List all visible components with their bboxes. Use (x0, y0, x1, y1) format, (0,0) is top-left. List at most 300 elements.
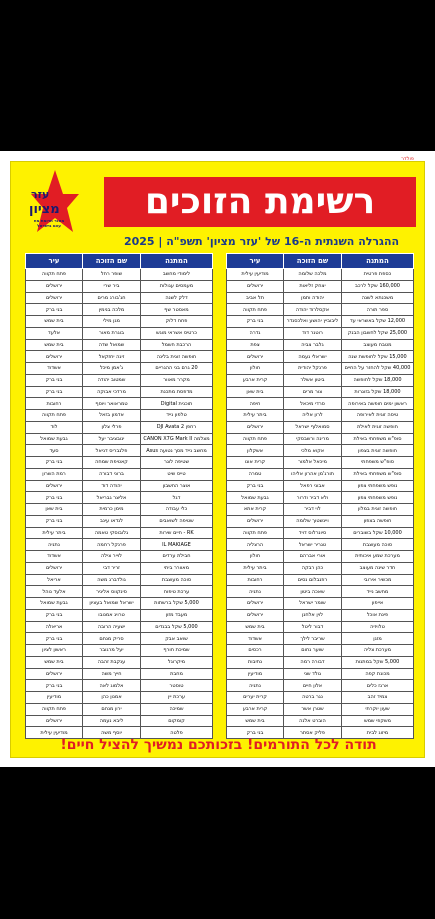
prize-cell: 25,000 שקל לחשבון הבנק (342, 327, 414, 339)
table-row (227, 656, 414, 668)
city-cell: בית שאן (227, 386, 284, 398)
city-cell: פתח תקווה (26, 703, 83, 715)
winner-cell: חג'בורג מרים (83, 292, 141, 304)
prize-cell: תוכנית Digital (141, 398, 213, 410)
winners-table-right (226, 253, 414, 739)
prize-cell: מדפסת מתכנת (141, 386, 213, 398)
column-header-prize: המתנה (342, 254, 414, 269)
prize-cell: ערכת טיפוח (141, 586, 213, 598)
table-row (26, 527, 213, 539)
city-cell: אשקלון (227, 445, 284, 457)
city-cell: בני ברק (26, 304, 83, 316)
prize-cell: לימודי מחשב (141, 269, 213, 281)
winner-cell: יעל מרגובר (83, 645, 141, 657)
city-cell: רמת השרון (26, 468, 83, 480)
column-header-winner: שם הזוכה (284, 254, 342, 269)
prize-cell: טוסטר (141, 680, 213, 692)
winner-cell: פלנבריס דניאל (83, 445, 141, 457)
table-row (227, 715, 414, 727)
table-header-row (227, 254, 414, 269)
winner-cell: לרון אליה (284, 410, 342, 422)
winner-cell: ענקבת זהבה (83, 656, 141, 668)
winner-cell: ברוני דבורה (83, 468, 141, 480)
city-cell: נתניה (227, 680, 284, 692)
prize-cell: סופ"ש משפחתי באילת (342, 433, 414, 445)
table-row (227, 421, 414, 433)
winner-cell: רוזנבלום נסים (284, 574, 342, 586)
prize-cell: דלק לשנה (141, 292, 213, 304)
city-cell: מודיעין (227, 668, 284, 680)
table-row (26, 304, 213, 316)
table-row (227, 586, 414, 598)
prize-cell: מעמסים עגולות (141, 280, 213, 292)
table-row (26, 410, 213, 422)
table-row (227, 668, 414, 680)
city-cell: בני ברק (26, 680, 83, 692)
city-cell: נתיבות (227, 656, 284, 668)
table-row (26, 668, 213, 680)
table-row (26, 316, 213, 328)
table-row (227, 316, 414, 328)
prize-cell: דגל (141, 492, 213, 504)
table-row (227, 433, 414, 445)
city-cell: גבעת שמואל (26, 598, 83, 610)
city-cell: אריאלה (26, 621, 83, 633)
winner-cell: שומר ישראל (284, 598, 342, 610)
winner-cell: מרדכי אבוקה (83, 386, 141, 398)
logo (15, 168, 79, 246)
prize-cell: חופשה זוגית לאילת (342, 421, 414, 433)
winner-cell: טגריר ישראל (284, 539, 342, 551)
prize-cell: הרכבת חשמל (141, 339, 213, 351)
prize-cell: מחשב נייד מסך נטועה Asus (141, 445, 213, 457)
city-cell: רכסים (227, 645, 284, 657)
logo-line1: עזר (31, 188, 50, 201)
table-row (26, 374, 213, 386)
winner-cell: סרדי מיכאל (284, 398, 342, 410)
winner-cell: יהודה ותמן (284, 292, 342, 304)
prize-cell: מכונת קפה (342, 668, 414, 680)
table-row (227, 280, 414, 292)
table-row (26, 680, 213, 692)
prize-cell: שמיכה (141, 703, 213, 715)
city-cell: ירושלים (227, 598, 284, 610)
winner-cell: שופר רחל (83, 269, 141, 281)
prize-cell: חופשה בצפון (342, 515, 414, 527)
prize-cell: 5,000 שקל ברשתות (141, 598, 213, 610)
city-cell: ירושלים (227, 609, 284, 621)
city-cell: גבעת שמואל (26, 433, 83, 445)
prize-cell: טייס שיט (141, 468, 213, 480)
table-row (26, 621, 213, 633)
winner-cell: נגר ברטה (284, 692, 342, 704)
winner-cell: שמואל שדה (83, 339, 141, 351)
winner-cell: מימן כרמית (83, 504, 141, 516)
prize-cell: ספר תורה (342, 304, 414, 316)
table-row (227, 562, 414, 574)
city-cell: מודיעין עילית (26, 727, 83, 739)
city-cell: קרית אונו (227, 457, 284, 469)
table-row (26, 351, 213, 363)
city-cell: אלעד (26, 327, 83, 339)
city-cell: בית שאן (26, 504, 83, 516)
city-cell: ירושלים (227, 515, 284, 527)
table-row (227, 621, 414, 633)
winner-cell: טמראואר ויוסף (83, 398, 141, 410)
table-row (227, 374, 414, 386)
prize-cell: סוכה מעוצבת (342, 539, 414, 551)
city-cell: בני ברק (26, 633, 83, 645)
yellow-panel (10, 156, 425, 758)
winner-cell: דבור ליטל (284, 621, 342, 633)
prize-cell: צמיד זהב (342, 692, 414, 704)
table-row (227, 269, 414, 281)
footer-thanks: תודה לכל התורמים! בזכותכם נמשיך להציל חיים! (60, 737, 377, 753)
table-row (26, 515, 213, 527)
winner-cell: לוייר צילה (83, 551, 141, 563)
city-cell: קרית יערים (227, 692, 284, 704)
prize-cell: מחשב נייד (342, 586, 414, 598)
winner-cell: ג'אמן מיכל (83, 363, 141, 375)
winner-cell: צור מרים (284, 386, 342, 398)
city-cell: בני ברק (26, 457, 83, 469)
city-cell: נתניה (227, 586, 284, 598)
city-cell: ירושלים (26, 715, 83, 727)
city-cell: בני ברק (26, 609, 83, 621)
prize-cell: חבילת ערדים (141, 551, 213, 563)
table-row (26, 492, 213, 504)
city-cell: בית שמש (227, 621, 284, 633)
logo-line3: מאגר תרומת מח עצם בישראל (33, 218, 65, 228)
city-cell: בית שמש (26, 339, 83, 351)
prize-cell: סופ"ש משפחתי באילת (342, 468, 414, 480)
city-cell: בני ברק (227, 727, 284, 739)
prize-cell: נופש משפחתי צפון (342, 492, 414, 504)
city-cell: קרית ארבע (227, 374, 284, 386)
prize-cell: שטיפה לוגר (141, 457, 213, 469)
page-title: רשימת הזוכים (104, 177, 416, 227)
city-cell: ביתר עילית (26, 527, 83, 539)
winner-cell: דבורה רמה (284, 656, 342, 668)
table-row (227, 339, 414, 351)
winner-cell: חייך משה (83, 668, 141, 680)
table-row (26, 633, 213, 645)
prize-cell: מיזוג לבית (342, 727, 414, 739)
table-row (26, 609, 213, 621)
table-row (227, 609, 414, 621)
table-row (227, 386, 414, 398)
winner-cell: לוי דביר (284, 504, 342, 516)
prize-cell: חופשה זוגית בלינה (141, 351, 213, 363)
winner-cell: גלבר צביה (284, 339, 342, 351)
city-cell: ירושלים (227, 421, 284, 433)
city-cell: אשדוד (227, 633, 284, 645)
prize-cell: אוצר החשבון (141, 480, 213, 492)
table-row (227, 327, 414, 339)
prize-cell: חופשה זוגית בצפון (342, 445, 414, 457)
winner-cell: אלמוג לאה (83, 680, 141, 692)
winner-cell: אבוני רפאל (284, 480, 342, 492)
table-row (26, 468, 213, 480)
prize-cell: טיסה זוגית לאירופה (342, 410, 414, 422)
winner-cell: סינקווס אליגיר (83, 586, 141, 598)
page-subtitle: ההגרלה השנתית ה-16 של 'עזר מציון' תשפ"ה | 2025 (123, 235, 400, 248)
winner-cell: זיגה יחזקאל (83, 351, 141, 363)
table-row (26, 562, 213, 574)
winner-cell: ביטון אשלר (284, 374, 342, 386)
winner-cell: ישראל שמואל בעציון (83, 598, 141, 610)
winner-cell: מגן מילי (83, 316, 141, 328)
winner-cell: פליק אסתר (284, 727, 342, 739)
winner-cell: שריבר לילך (284, 633, 342, 645)
prize-cell: 12,000 שקל באשראי עד (342, 316, 414, 328)
winner-cell: רוטנר דוד (284, 327, 342, 339)
prize-cell: קומקום (141, 715, 213, 727)
city-cell: חיפה (227, 398, 284, 410)
city-cell: בית שמש (26, 316, 83, 328)
winner-cell: אלון חיים (284, 680, 342, 692)
column-header-city: עיר (227, 254, 284, 269)
city-cell: בני ברק (227, 480, 284, 492)
city-cell: חולון (227, 363, 284, 375)
table-row (26, 363, 213, 375)
winner-cell: תורג'מן אהרון אליהו (284, 468, 342, 480)
city-cell: פתח תקווה (227, 527, 284, 539)
prize-cell: משכנתא לשנה (342, 292, 414, 304)
table-row (227, 692, 414, 704)
table-row (26, 598, 213, 610)
city-cell: מודיעין עילית (227, 269, 284, 281)
city-cell: בית שמש (227, 715, 284, 727)
city-cell: ירושלים (26, 280, 83, 292)
winner-cell: גולדברג משה (83, 574, 141, 586)
city-cell: אשדוד (26, 363, 83, 375)
prize-cell: טלפון נייד (141, 410, 213, 422)
table-row (227, 551, 414, 563)
prize-cell: IL MAKIAGE (141, 539, 213, 551)
prize-cell: שעון יוקרתי (342, 703, 414, 715)
winner-cell: הוברט אלנה (284, 715, 342, 727)
winner-cell: אקוא מלכי (284, 445, 342, 457)
winner-cell: כהן רבקה (284, 562, 342, 574)
winner-cell: אקסלרוד יהודה (284, 304, 342, 316)
prize-cell: טלויזיה (342, 621, 414, 633)
winner-cell: פרנקל רחמה (83, 539, 141, 551)
city-cell: ראשון לציון (26, 645, 83, 657)
winner-cell: ירון מנחם (83, 703, 141, 715)
city-cell: ירושלים (26, 292, 83, 304)
prize-cell: משקפי שמש (342, 715, 414, 727)
city-cell: פתח תקווה (227, 304, 284, 316)
winner-cell: שמטוב יהודה (83, 374, 141, 386)
winner-cell: שאכה ביטון (284, 586, 342, 598)
prize-cell: מכשיר אירובי (342, 574, 414, 586)
winners-table-left (25, 253, 213, 739)
winner-cell: ויינשטוך שלומה (284, 515, 342, 527)
prize-cell: מיקרוגל (141, 656, 213, 668)
document-page (0, 151, 435, 767)
city-cell: בני ברק (227, 316, 284, 328)
table-row (227, 515, 414, 527)
table-row (26, 292, 213, 304)
table-row (227, 504, 414, 516)
winner-cell: יצחק זליאות (284, 280, 342, 292)
city-cell: גדרה (227, 327, 284, 339)
table-row (227, 363, 414, 375)
prize-cell: אייפון (342, 598, 414, 610)
prize-cell: שמיכת חורף (141, 645, 213, 657)
city-cell: בני ברק (26, 515, 83, 527)
winner-cell: סיונרלוס דויד (284, 527, 342, 539)
prize-cell: RK - חיים שירות (141, 527, 213, 539)
table-row (26, 574, 213, 586)
winner-cell: לנדאו עינב (83, 515, 141, 527)
city-cell: מודיעין (26, 692, 83, 704)
prize-cell: שואב אבק (141, 633, 213, 645)
winner-cell: זריר דבי (83, 562, 141, 574)
prize-cell: פינת אוכל (342, 609, 414, 621)
prize-cell: פלטה (141, 727, 213, 739)
prize-cell: סופ"ש משפחתי (342, 457, 414, 469)
prize-cell: כרטיס אשראי מוגש (141, 327, 213, 339)
winner-cell: ליבא נעמה (83, 715, 141, 727)
column-header-city: עיר (26, 254, 83, 269)
winner-cell: פרלי צלון (83, 421, 141, 433)
winner-cell: קאטיפת שמחה (83, 457, 141, 469)
table-row (227, 680, 414, 692)
table-row (227, 398, 414, 410)
winner-cell: ולא דביר ודרור (284, 492, 342, 504)
table-row (227, 492, 414, 504)
city-cell: פתח תקווה (227, 433, 284, 445)
table-row (227, 292, 414, 304)
winner-cell: אליצר גבריאל (83, 492, 141, 504)
winner-cell: ליבוביץ יהושע ואלכסנדר (284, 316, 342, 328)
city-cell: קרית אתא (227, 504, 284, 516)
winner-cell: מרינה ורשבסקי (284, 433, 342, 445)
prize-cell: ראשון ימים חופשה באירופה (342, 398, 414, 410)
city-cell: לוד (26, 421, 83, 433)
table-row (26, 457, 213, 469)
winner-cell: יהודה דוד (83, 480, 141, 492)
winner-cell: ישראלי נעמה (284, 351, 342, 363)
prize-cell: שטיפה לשואבים (141, 515, 213, 527)
winner-cell: ישעיה הרובה (83, 621, 141, 633)
city-cell: ירושלים (227, 351, 284, 363)
city-cell: בית שמש (26, 656, 83, 668)
table-row (26, 280, 213, 292)
table-row (227, 703, 414, 715)
prize-cell: 18,000 שקל בזוגרות (342, 386, 414, 398)
prize-cell: מערכת שמע איכותית (342, 551, 414, 563)
city-cell: סעד (26, 445, 83, 457)
table-row (227, 645, 414, 657)
winner-cell: יוסף משה (83, 727, 141, 739)
page-number: פולדר (401, 156, 414, 162)
city-cell: אשדוד (26, 551, 83, 563)
city-cell: רחובות (26, 398, 83, 410)
city-cell: פתח תקווה (26, 410, 83, 422)
city-cell: ביתר עילית (227, 410, 284, 422)
table-row (227, 457, 414, 469)
table-row (26, 433, 213, 445)
prize-cell: 15,000 שקל לחופשת שנה (342, 351, 414, 363)
winner-cell: מלכה בנימין (83, 304, 141, 316)
table-row (227, 633, 414, 645)
city-cell: פתח תקווה (26, 269, 83, 281)
table-row (227, 574, 414, 586)
table-row (227, 410, 414, 422)
prize-cell: 10,000 שקל בשוברים (342, 527, 414, 539)
prize-cell: מצלמה CANON X7G Mark II (141, 433, 213, 445)
winner-cell: ביר שרי (83, 280, 141, 292)
city-cell: ירושלים (227, 280, 284, 292)
city-cell: אריאל (26, 574, 83, 586)
table-row (26, 692, 213, 704)
table-row (26, 421, 213, 433)
table-row (26, 586, 213, 598)
column-header-winner: שם הזוכה (83, 254, 141, 269)
winner-cell: גלובוסקי טאמה (83, 527, 141, 539)
table-row (26, 480, 213, 492)
table-row (26, 645, 213, 657)
prize-cell: מאסטר שף (141, 304, 213, 316)
winner-cell: ינובציבר יעל (83, 433, 141, 445)
city-cell: גבעת שמואל (227, 492, 284, 504)
prize-cell: רחפן DJI Avata 2 (141, 421, 213, 433)
city-cell: חולון (227, 551, 284, 563)
prize-cell: חדר שינה מעוצב (342, 562, 414, 574)
prize-cell: 18,000 שקל לחופשה (342, 374, 414, 386)
table-row (26, 398, 213, 410)
table-row (26, 715, 213, 727)
city-cell: תל אביב (227, 292, 284, 304)
city-cell: נתניה (26, 539, 83, 551)
logo-line2: מציון (29, 202, 60, 217)
city-cell: טמרה (227, 468, 284, 480)
winner-cell: סריק מנחם (83, 633, 141, 645)
prize-cell: מזגן (342, 633, 414, 645)
city-cell: ירושלים (26, 480, 83, 492)
prize-cell: מאוורר ביתי (141, 562, 213, 574)
city-cell: ביתר עילית (227, 562, 284, 574)
prize-cell: ערכת יין (141, 692, 213, 704)
prize-cell: מעבד מזון (141, 609, 213, 621)
table-row (227, 527, 414, 539)
table-row (26, 551, 213, 563)
table-row (227, 304, 414, 316)
table-row (26, 656, 213, 668)
table-row (227, 598, 414, 610)
city-cell: בני ברק (26, 386, 83, 398)
city-cell: ירושלים (26, 668, 83, 680)
city-cell: אלעד נוהל (26, 586, 83, 598)
prize-cell: ארגז כלים (342, 680, 414, 692)
winner-cell: אורי אברהם (284, 551, 342, 563)
prize-cell: 5,000 שקל בבגדים (141, 621, 213, 633)
table-row (26, 327, 213, 339)
winner-cell: סמואלוף ישראל (284, 421, 342, 433)
table-row (227, 539, 414, 551)
prize-cell: מערכת צליה (342, 645, 414, 657)
prize-cell: כלי עבודה (141, 504, 213, 516)
table-row (227, 468, 414, 480)
city-cell: בני ברק (26, 374, 83, 386)
winner-cell: טרויג אמנובו (83, 609, 141, 621)
city-cell: ירושלים (26, 562, 83, 574)
city-cell: בני ברק (26, 492, 83, 504)
table-row (26, 269, 213, 281)
